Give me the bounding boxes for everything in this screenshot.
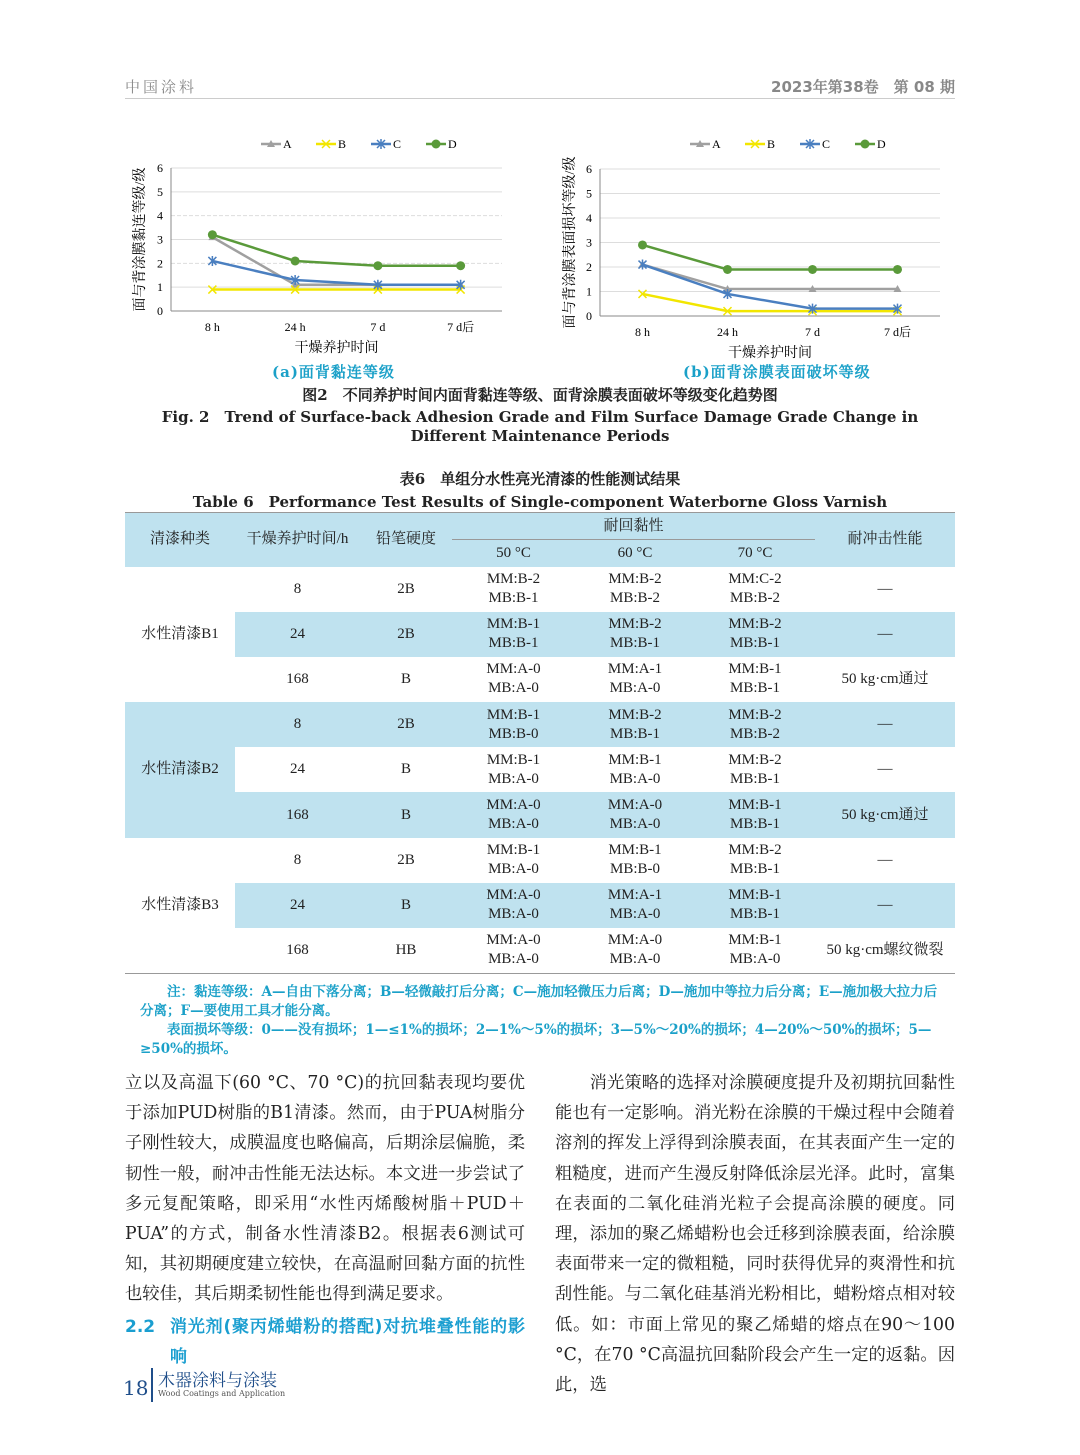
cell-c50 xyxy=(452,747,575,792)
footer-divider xyxy=(151,1368,153,1402)
cell-mm: MM:B-2 xyxy=(608,616,662,633)
y-tick-label: 2 xyxy=(157,256,163,271)
cell-mb: MB:A-0 xyxy=(488,906,539,923)
table-row xyxy=(125,567,955,612)
cell-mb: MB:B-0 xyxy=(609,861,660,878)
th-hardness: 铅笔硬度 xyxy=(360,513,452,567)
cell-time: 168 xyxy=(286,941,309,958)
cell-c70 xyxy=(695,567,815,612)
cell-mb: MB:B-1 xyxy=(729,770,780,787)
cell-mm: MM:B-1 xyxy=(608,751,662,768)
cell-impact: 50 kg·cm螺纹微裂 xyxy=(826,941,944,958)
cell-mm: MM:B-2 xyxy=(608,706,662,723)
y-tick-label: 4 xyxy=(586,211,592,225)
y-tick-label: 1 xyxy=(586,284,592,299)
legend-label: C xyxy=(822,137,831,151)
cell-mm: MM:B-1 xyxy=(486,706,541,723)
cell-mm: MM:B-2 xyxy=(608,571,662,588)
cell-c70 xyxy=(695,792,815,837)
cell-c50 xyxy=(452,838,575,883)
y-tick-label: 5 xyxy=(157,184,163,199)
legend-label: A xyxy=(283,137,292,151)
cell-mb: MB:B-2 xyxy=(729,725,780,742)
magazine-name: 木器涂料与涂装 xyxy=(158,1371,277,1391)
marker-D xyxy=(808,265,817,274)
note-damage: 表面损坏等级：0——没有损坏；1—≤1%的损坏；2—1%～5%的损坏；3—5%～20%的损坏；4—20%～50%的损坏；5—≥50%的损坏。 xyxy=(140,1022,932,1057)
th-impact: 耐冲击性能 xyxy=(815,513,955,567)
cell-mb: MB:A-0 xyxy=(488,951,539,968)
y-tick-label: 3 xyxy=(157,232,163,247)
section-number: 2.2 xyxy=(125,1316,156,1337)
y-tick-label: 0 xyxy=(586,309,592,323)
cell-time: 8 xyxy=(293,580,302,597)
cell-time: 24 xyxy=(235,883,360,928)
cell-c70 xyxy=(695,612,815,657)
x-axis-label: 干燥养护时间 xyxy=(294,341,379,356)
cell-mb: MB:A-0 xyxy=(488,861,539,878)
left-column xyxy=(125,1068,525,1372)
cell-c60 xyxy=(575,747,695,792)
cell-mb: MB:B-2 xyxy=(609,590,660,607)
th-50: 50 °C xyxy=(452,540,575,567)
cell-c70 xyxy=(695,883,815,928)
y-axis-label: 面与背涂膜表面损坏等级/级 xyxy=(563,156,578,329)
x-tick-label: 24 h xyxy=(717,325,738,339)
cell-c70 xyxy=(695,747,815,792)
section-heading xyxy=(125,1312,525,1372)
y-tick-label: 2 xyxy=(586,260,592,274)
y-tick-label: 6 xyxy=(157,161,163,175)
cell-mb: MB:B-1 xyxy=(729,906,780,923)
x-tick-label: 7 d后 xyxy=(883,325,912,339)
y-tick-label: 6 xyxy=(586,162,592,176)
cell-impact: — xyxy=(815,702,955,747)
cell-c50 xyxy=(452,612,575,657)
marker-D xyxy=(861,140,870,149)
cell-hardness: B xyxy=(400,670,411,687)
results-table xyxy=(125,512,955,974)
cell-mb: MB:B-1 xyxy=(488,635,539,652)
cell-c50 xyxy=(452,883,575,928)
table-row xyxy=(125,883,955,928)
table-row xyxy=(125,838,955,883)
marker-D xyxy=(432,140,441,149)
cell-type: 水性清漆B1 xyxy=(141,625,219,642)
cell-hardness: B xyxy=(400,761,411,778)
th-70: 70 °C xyxy=(695,540,815,567)
cell-c50 xyxy=(452,567,575,612)
table-row xyxy=(125,747,955,792)
cell-mb: MB:B-0 xyxy=(488,725,539,742)
cell-c70 xyxy=(695,702,815,747)
cell-mb: MB:A-0 xyxy=(609,680,661,697)
cell-mb: MB:A-0 xyxy=(609,906,661,923)
marker-D xyxy=(723,265,732,274)
cell-mb: MB:A-0 xyxy=(609,770,661,787)
marker-D xyxy=(893,265,902,274)
marker-D xyxy=(208,230,217,239)
legend-label: B xyxy=(767,137,776,151)
cell-c60 xyxy=(575,792,695,837)
chart-a xyxy=(130,130,520,360)
cell-c60 xyxy=(575,612,695,657)
cell-time: 168 xyxy=(235,792,360,837)
cell-hardness: B xyxy=(360,883,452,928)
figure-caption-en-2: Different Maintenance Periods xyxy=(410,427,670,445)
table-title-en: Table 6 Performance Test Results of Single-component Waterborne Gloss Varnish xyxy=(192,493,888,511)
x-tick-label: 7 d后 xyxy=(447,320,475,334)
x-tick-label: 24 h xyxy=(284,320,306,334)
legend-label: A xyxy=(712,137,721,151)
marker-D xyxy=(373,261,382,270)
cell-mb: MB:B-1 xyxy=(609,725,660,742)
cell-mm: MM:A-0 xyxy=(486,887,541,904)
x-tick-label: 8 h xyxy=(635,325,650,339)
chart-a-title: (a)面背黏连等级 xyxy=(272,363,395,381)
cell-mm: MM:B-1 xyxy=(728,797,782,814)
y-tick-label: 4 xyxy=(157,208,163,223)
right-paragraph: 消光策略的选择对涂膜硬度提升及初期抗回黏性能也有一定影响。消光粉在涂膜的干燥过程中会随着溶剂的挥发上浮得到涂膜表面，在其表面产生一定的粗糙度，进而产生漫反射降低涂层光泽。此时，富集在表面的二氧化硅消光粒子会提高涂膜的硬度。同理，添加的聚乙烯蜡粉也会迁移到涂膜表面，给涂膜表面带来一定的微粗糙，同时获得优异的爽滑性和抗刮性能。与二氧化硅基消光粉相比，蜡粉熔点相对较低。如：市面上常见的聚乙烯蜡的熔点在90～100 °C，在70 °C高温抗回黏阶段会产生一定的返黏。因此，选 xyxy=(555,1073,955,1396)
cell-c50 xyxy=(452,657,575,702)
cell-hardness: HB xyxy=(395,941,417,958)
cell-c70 xyxy=(695,657,815,702)
cell-mb: MB:B-1 xyxy=(729,635,780,652)
th-type: 清漆种类 xyxy=(125,513,235,567)
chart-b-title: (b)面背涂膜表面破坏等级 xyxy=(683,363,871,381)
cell-time: 168 xyxy=(286,670,309,687)
section-title: 消光剂(聚丙烯蜡粉的搭配)对抗堆叠性能的影响 xyxy=(170,1316,525,1367)
cell-type: 水性清漆B2 xyxy=(125,702,235,838)
cell-impact: 50 kg·cm通过 xyxy=(841,670,929,687)
x-tick-label: 7 d xyxy=(370,320,386,334)
cell-mb: MB:A-0 xyxy=(609,951,661,968)
x-tick-label: 7 d xyxy=(805,325,820,339)
cell-mm: MM:B-2 xyxy=(728,751,782,768)
cell-c70 xyxy=(695,838,815,883)
cell-mm: MM:B-1 xyxy=(728,661,782,678)
marker-D xyxy=(456,261,465,270)
cell-mb: MB:A-0 xyxy=(488,816,539,833)
marker-D xyxy=(638,240,647,249)
cell-impact: — xyxy=(877,851,893,868)
x-axis-label: 干燥养护时间 xyxy=(728,346,812,360)
y-tick-label: 3 xyxy=(586,235,592,250)
cell-mb: MB:A-0 xyxy=(488,680,539,697)
table-notes xyxy=(140,983,945,1059)
cell-c60 xyxy=(575,657,695,702)
cell-mm: MM:A-1 xyxy=(607,887,663,904)
y-tick-label: 1 xyxy=(157,280,163,295)
cell-type: 水性清漆B3 xyxy=(141,896,219,913)
cell-c60 xyxy=(575,567,695,612)
cell-mm: MM:A-1 xyxy=(607,661,663,678)
series-line-D xyxy=(643,245,898,270)
legend-label: D xyxy=(877,137,886,151)
th-time: 干燥养护时间/h xyxy=(235,513,360,567)
cell-c70 xyxy=(695,928,815,973)
left-paragraph: 立以及高温下(60 °C、70 °C)的抗回黏表现均要优于添加PUD树脂的B1清漆。然而，由于PUA树脂分子刚性较大，成膜温度也略偏高，后期涂层偏脆，柔韧性一般，耐冲击性能无法达标。本文进一步尝试了多元复配策略，即采用“水性丙烯酸树脂＋PUD＋PUA”的方式，制备水性清漆B2。根据表6测试可知，其初期硬度建立较快，在高温耐回黏方面的抗性也较佳，其后期柔韧性能也得到满足要求。 xyxy=(125,1073,525,1305)
header-divider xyxy=(125,98,955,99)
series-line-A xyxy=(212,237,460,285)
cell-hardness: B xyxy=(360,792,452,837)
cell-impact: 50 kg·cm通过 xyxy=(815,792,955,837)
cell-time: 24 xyxy=(235,612,360,657)
figure-caption-en-1: Fig. 2 Trend of Surface-back Adhesion Grade and Film Surface Damage Grade Change in xyxy=(161,408,919,426)
cell-hardness: 2B xyxy=(397,851,415,868)
cell-mm: MM:A-0 xyxy=(486,661,541,678)
table-row xyxy=(125,928,955,973)
legend-label: C xyxy=(393,137,402,151)
figure-caption-cn: 图2 不同养护时间内面背黏连等级、面背涂膜表面破坏等级变化趋势图 xyxy=(302,386,778,404)
cell-mb: MB:A-0 xyxy=(609,816,661,833)
cell-mm: MM:B-1 xyxy=(486,616,541,633)
cell-mm: MM:B-2 xyxy=(486,571,541,588)
note-adhesion: 注：黏连等级：A—自由下落分离；B—轻微敲打后分离；C—施加轻微压力后离；D—施加中等拉力后分离；E—施加极大拉力后分离；F—要使用工具才能分离。 xyxy=(140,984,938,1019)
cell-c50 xyxy=(452,928,575,973)
cell-mb: MB:B-1 xyxy=(609,635,660,652)
table-title-cn: 表6 单组分水性亮光清漆的性能测试结果 xyxy=(399,470,681,488)
cell-mm: MM:A-0 xyxy=(486,797,541,814)
cell-c50 xyxy=(452,792,575,837)
cell-mm: MM:B-1 xyxy=(486,842,541,859)
magazine-name-en: Wood Coatings and Application xyxy=(158,1389,286,1398)
cell-time: 8 xyxy=(235,702,360,747)
table-row xyxy=(125,657,955,702)
cell-impact: — xyxy=(877,580,893,597)
y-axis-label: 面与背涂膜黏连等级/级 xyxy=(133,167,148,312)
th-block: 耐回黏性 xyxy=(452,513,815,540)
page-number: 18 xyxy=(123,1376,149,1400)
journal-name: 中国涂料 xyxy=(125,78,198,96)
cell-hardness: 2B xyxy=(360,702,452,747)
cell-mm: MM:B-2 xyxy=(728,706,782,723)
cell-impact: — xyxy=(815,883,955,928)
cell-mm: MM:B-1 xyxy=(728,887,782,904)
marker-D xyxy=(291,256,300,265)
cell-mb: MB:A-0 xyxy=(488,770,539,787)
cell-time: 8 xyxy=(293,851,302,868)
cell-mm: MM:B-1 xyxy=(608,842,662,859)
table-row xyxy=(125,792,955,837)
table-row xyxy=(125,612,955,657)
cell-hardness: 2B xyxy=(360,612,452,657)
cell-mb: MB:B-1 xyxy=(729,680,780,697)
th-60: 60 °C xyxy=(575,540,695,567)
cell-time: 24 xyxy=(290,761,305,778)
cell-mb: MB:B-2 xyxy=(729,590,780,607)
cell-mm: MM:B-2 xyxy=(728,616,782,633)
legend-label: D xyxy=(448,137,457,151)
chart-b xyxy=(560,130,950,360)
cell-mm: MM:A-0 xyxy=(607,797,663,814)
cell-impact: — xyxy=(877,761,893,778)
cell-mb: MB:B-1 xyxy=(729,861,780,878)
legend-label: B xyxy=(338,137,347,151)
y-tick-label: 0 xyxy=(157,304,163,318)
cell-hardness: 2B xyxy=(397,580,415,597)
cell-impact: — xyxy=(815,612,955,657)
y-tick-label: 5 xyxy=(586,186,592,201)
cell-mb: MB:B-1 xyxy=(488,590,539,607)
cell-mb: MB:A-0 xyxy=(729,951,781,968)
cell-c60 xyxy=(575,702,695,747)
cell-mm: MM:A-0 xyxy=(486,932,541,949)
table-row xyxy=(125,702,955,747)
x-tick-label: 8 h xyxy=(204,320,220,334)
cell-mm: MM:B-1 xyxy=(486,751,541,768)
cell-mm: MM:A-0 xyxy=(607,932,663,949)
cell-c60 xyxy=(575,838,695,883)
cell-c60 xyxy=(575,928,695,973)
cell-c60 xyxy=(575,883,695,928)
issue-info: 2023年第38卷 第 08 期 xyxy=(771,78,955,96)
cell-mm: MM:B-2 xyxy=(728,842,782,859)
cell-c50 xyxy=(452,702,575,747)
cell-mb: MB:B-1 xyxy=(729,816,780,833)
cell-mm: MM:B-1 xyxy=(728,932,782,949)
cell-mm: MM:C-2 xyxy=(728,571,782,588)
